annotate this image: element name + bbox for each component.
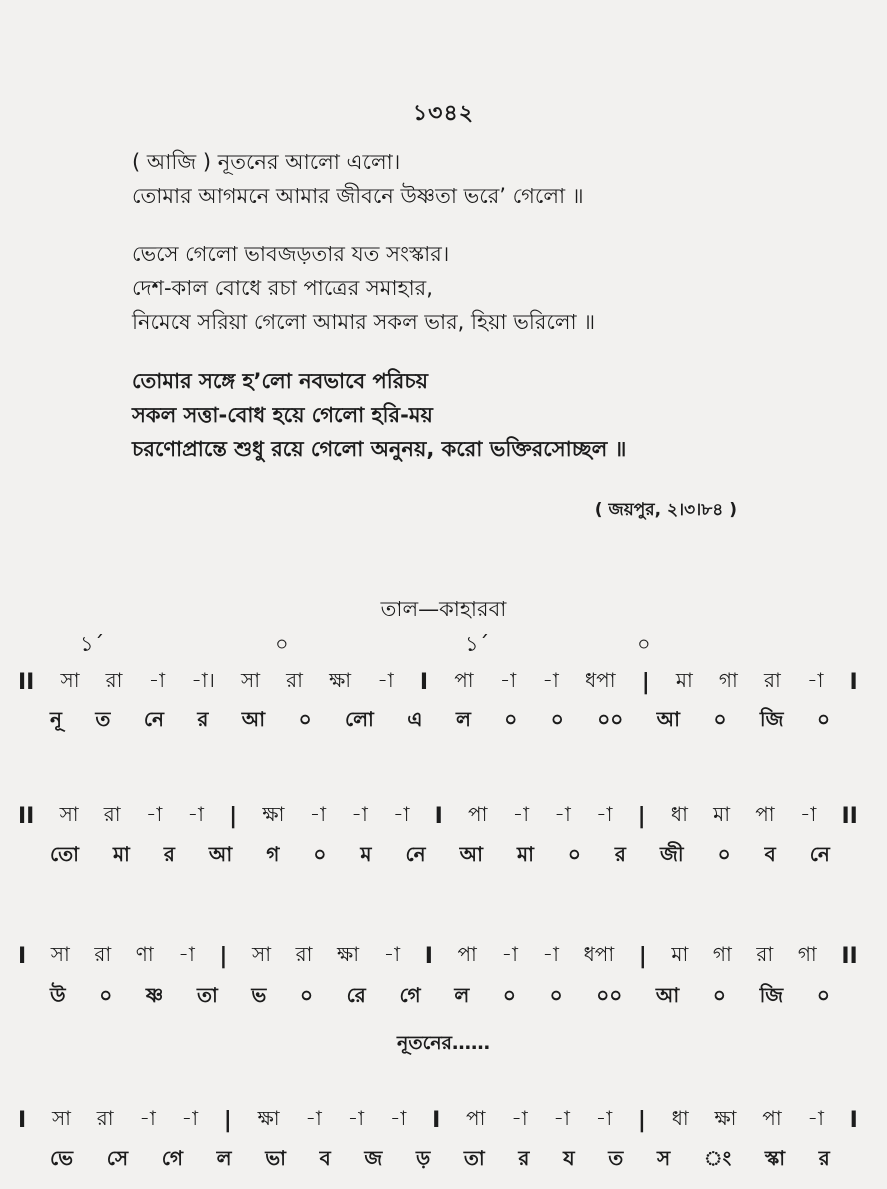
stanza-line: তোমার সঙ্গে হ’লো নবভাবে পরিচয় xyxy=(132,369,429,393)
beat-mark: ০ xyxy=(637,632,651,656)
swara-note: মা xyxy=(713,801,731,826)
swara-note: পা xyxy=(755,801,775,826)
lyric-row xyxy=(50,838,830,874)
lyric-syllable: ০০ xyxy=(596,982,623,1007)
swara-note: -া xyxy=(595,801,613,826)
bar-mark: II xyxy=(18,669,35,695)
lyric-syllable: ০ xyxy=(816,982,830,1007)
swara-note: সা xyxy=(50,941,70,966)
lyric-syllable: রে xyxy=(346,982,366,1007)
lyric-syllable: ০ xyxy=(712,982,726,1007)
swara-note: ধপা xyxy=(583,941,615,966)
swara-note: -া। xyxy=(191,667,215,692)
lyric-syllable: র xyxy=(614,841,626,866)
swara-note: সা xyxy=(51,1105,71,1130)
bar-mark: I xyxy=(18,1107,27,1133)
lyric-syllable: ০ xyxy=(298,706,312,731)
lyric-syllable: নে xyxy=(809,841,830,866)
swara-note: সা xyxy=(252,941,272,966)
stanza-line: তোমার আগমনে আমার জীবনে উষ্ণতা ভরে’ গেলো ॥ xyxy=(132,184,584,208)
stanza-line: ( আজি ) নূতনের আলো এলো। xyxy=(132,150,401,174)
lyric-syllable: র xyxy=(518,1145,530,1170)
lyric-syllable: আ xyxy=(656,706,680,731)
lyric-syllable: মা xyxy=(112,841,130,866)
swara-note: পা xyxy=(468,801,488,826)
swara-row xyxy=(18,664,858,700)
tala-title: তাল—কাহারবা xyxy=(380,597,507,621)
lyric-syllable: র xyxy=(163,841,175,866)
swara-note: -া xyxy=(392,801,410,826)
stanza-line: দেশ-কাল বোধে রচা পাত্রের সমাহার, xyxy=(132,276,433,300)
swara-row xyxy=(18,1102,858,1138)
lyric-syllable: ব xyxy=(319,1145,331,1170)
swara-note: গা xyxy=(712,941,732,966)
swara-note: রা xyxy=(103,801,121,826)
swara-note: -া xyxy=(377,667,394,692)
stanza-line: সকল সত্তা-বোধ হয়ে গেলো হরি-ময় xyxy=(132,403,433,427)
lyric-syllable: ং xyxy=(703,1145,732,1170)
swara-note: -া xyxy=(553,1105,570,1130)
lyric-syllable: ল xyxy=(216,1145,232,1170)
lyric-syllable: ০ xyxy=(99,982,113,1007)
lyric-syllable: স xyxy=(656,1145,671,1170)
bar-mark: II xyxy=(841,803,858,829)
bar-mark: I xyxy=(18,943,27,969)
lyric-syllable: আ xyxy=(459,841,483,866)
swara-note: -া xyxy=(389,1105,407,1130)
lyric-syllable: নে xyxy=(143,706,164,731)
swara-note: ক্ষা xyxy=(714,1105,737,1130)
lyric-syllable: জি xyxy=(759,706,784,731)
lyric-syllable: র xyxy=(818,1145,830,1170)
swara-note: -া xyxy=(595,1105,613,1130)
refrain-text: নূতনের…… xyxy=(396,1032,491,1054)
lyric-syllable: আ xyxy=(241,706,266,731)
lyric-syllable: ০ xyxy=(549,982,563,1007)
swara-note: ধা xyxy=(670,801,688,826)
lyric-syllable: গে xyxy=(161,1145,183,1170)
place-date: ( জয়পুর, ২।৩।৮৪ ) xyxy=(594,500,737,520)
lyric-syllable: লো xyxy=(345,706,374,731)
lyric-syllable: ত xyxy=(95,706,111,731)
lyric-syllable: ০ xyxy=(713,706,727,731)
bar-mark: | xyxy=(637,803,646,829)
bar-mark: I xyxy=(432,1107,441,1133)
bar-mark: | xyxy=(229,803,238,829)
swara-note: রা xyxy=(756,941,774,966)
lyric-syllable: উ xyxy=(50,982,66,1007)
lyric-syllable: তো xyxy=(50,841,79,866)
lyric-syllable: স্কা xyxy=(764,1145,786,1170)
stanza-line: নিমেষে সরিয়া গেলো আমার সকল ভার, হিয়া ভরিলো ॥ xyxy=(132,310,596,334)
lyric-syllable: ০ xyxy=(816,706,830,731)
swara-note: রা xyxy=(763,667,781,692)
lyric-syllable: ষ্ণ xyxy=(145,982,164,1007)
lyric-syllable: র xyxy=(197,706,209,731)
lyric-syllable: তা xyxy=(196,982,218,1007)
swara-note: পা xyxy=(762,1105,782,1130)
swara-note: ক্ষা xyxy=(262,801,285,826)
swara-note: -া xyxy=(351,801,368,826)
lyric-syllable: সে xyxy=(106,1145,129,1170)
lyric-syllable: ল xyxy=(454,982,470,1007)
stanza-line: চরণোপ্রান্তে শুধু রয়ে গেলো অনুনয়, করো ভক্তিরসোচ্ছল ॥ xyxy=(132,437,627,461)
swara-note: সা xyxy=(59,801,79,826)
swara-note: -া xyxy=(383,941,401,966)
lyric-syllable: এ xyxy=(407,706,423,731)
swara-note: ক্ষা xyxy=(337,941,360,966)
swara-note: ধপা xyxy=(584,667,616,692)
lyric-syllable: জি xyxy=(759,982,784,1007)
lyric-syllable: আ xyxy=(208,841,233,866)
beat-mark: ১´ xyxy=(80,632,105,656)
swara-note: রা xyxy=(96,1105,114,1130)
swara-note: -া xyxy=(799,801,817,826)
lyric-syllable: ভে xyxy=(50,1145,74,1170)
lyric-syllable: গে xyxy=(399,982,421,1007)
bar-mark: I xyxy=(849,669,858,695)
swara-note: -া xyxy=(554,801,571,826)
lyric-syllable: নূ xyxy=(50,706,62,731)
swara-note: সা xyxy=(60,667,80,692)
swara-note: মা xyxy=(675,667,693,692)
bar-mark: I xyxy=(434,803,443,829)
bar-mark: | xyxy=(637,1107,646,1133)
swara-note: ক্ষা xyxy=(257,1105,280,1130)
bar-mark: II xyxy=(841,943,858,969)
lyric-syllable: ০ xyxy=(502,982,516,1007)
swara-note: -া xyxy=(148,667,166,692)
swara-note: -া xyxy=(305,1105,322,1130)
swara-note: গা xyxy=(718,667,738,692)
swara-note: -া xyxy=(181,1105,199,1130)
lyric-syllable: য xyxy=(563,1145,575,1170)
lyric-syllable: জ xyxy=(364,1145,383,1170)
lyric-syllable: নে xyxy=(405,841,426,866)
swara-note: -া xyxy=(178,941,195,966)
swara-note: -া xyxy=(542,941,559,966)
swara-note: পা xyxy=(457,941,477,966)
swara-note: ণা xyxy=(135,941,154,966)
bar-mark: | xyxy=(223,1107,232,1133)
swara-note: -া xyxy=(309,801,327,826)
swara-note: -া xyxy=(806,667,824,692)
lyric-syllable: ০ xyxy=(299,982,313,1007)
swara-note: রা xyxy=(286,667,303,692)
beat-mark: ১´ xyxy=(465,632,490,656)
lyric-syllable: ০ xyxy=(567,841,581,866)
beat-mark: ০ xyxy=(275,632,289,656)
swara-note: সা xyxy=(241,667,261,692)
bar-mark: I xyxy=(849,1107,858,1133)
swara-note: -া xyxy=(542,667,559,692)
swara-row xyxy=(18,798,858,834)
lyric-syllable: ড় xyxy=(415,1145,431,1170)
lyric-syllable: মা xyxy=(516,841,534,866)
lyric-syllable: ০০ xyxy=(597,706,624,731)
swara-note: ধা xyxy=(671,1105,689,1130)
stanza-3 xyxy=(132,364,772,466)
swara-note: -া xyxy=(499,667,517,692)
swara-note: মা xyxy=(671,941,689,966)
lyric-syllable: জী xyxy=(659,841,684,866)
swara-note: রা xyxy=(94,941,112,966)
lyric-syllable: ম xyxy=(360,841,372,866)
swara-note: -া xyxy=(145,801,163,826)
swara-note: -া xyxy=(139,1105,156,1130)
lyric-syllable: ত xyxy=(608,1145,624,1170)
bar-mark: I xyxy=(419,669,429,695)
bar-mark: I xyxy=(424,943,433,969)
stanza-1 xyxy=(132,145,772,213)
lyric-syllable: ০ xyxy=(504,706,518,731)
lyric-syllable: তা xyxy=(463,1145,485,1170)
lyric-syllable: ০ xyxy=(550,706,564,731)
swara-note: -া xyxy=(187,801,204,826)
lyric-syllable: গ xyxy=(266,841,280,866)
lyric-syllable: ০ xyxy=(313,841,327,866)
swara-note: পা xyxy=(454,667,474,692)
lyric-row xyxy=(50,703,830,739)
stanza-line: ভেসে গেলো ভাবজড়তার যত সংস্কার। xyxy=(132,242,450,266)
lyric-row xyxy=(50,1142,830,1178)
swara-note: -া xyxy=(511,1105,528,1130)
swara-note: ক্ষা xyxy=(329,667,352,692)
swara-note: রা xyxy=(105,667,123,692)
swara-note: পা xyxy=(466,1105,486,1130)
swara-note: গা xyxy=(797,941,817,966)
lyric-row xyxy=(50,979,830,1015)
lyric-syllable: ল xyxy=(455,706,471,731)
bar-mark: | xyxy=(219,943,228,969)
swara-note: -া xyxy=(807,1105,824,1130)
lyric-syllable: আ xyxy=(655,982,680,1007)
lyric-syllable: ভা xyxy=(265,1145,286,1170)
lyric-syllable: ব xyxy=(764,841,776,866)
bar-mark: | xyxy=(641,669,650,695)
bar-mark: | xyxy=(638,943,647,969)
lyric-syllable: ভ xyxy=(251,982,267,1007)
swara-note: -া xyxy=(501,941,518,966)
swara-note: রা xyxy=(295,941,313,966)
bar-mark: II xyxy=(18,803,35,829)
swara-note: -া xyxy=(512,801,530,826)
stanza-2 xyxy=(132,237,772,339)
swara-note: -া xyxy=(347,1105,365,1130)
lyric-syllable: ০ xyxy=(717,841,731,866)
song-number: ১৩৪২ xyxy=(412,101,475,126)
swara-row xyxy=(18,938,858,974)
